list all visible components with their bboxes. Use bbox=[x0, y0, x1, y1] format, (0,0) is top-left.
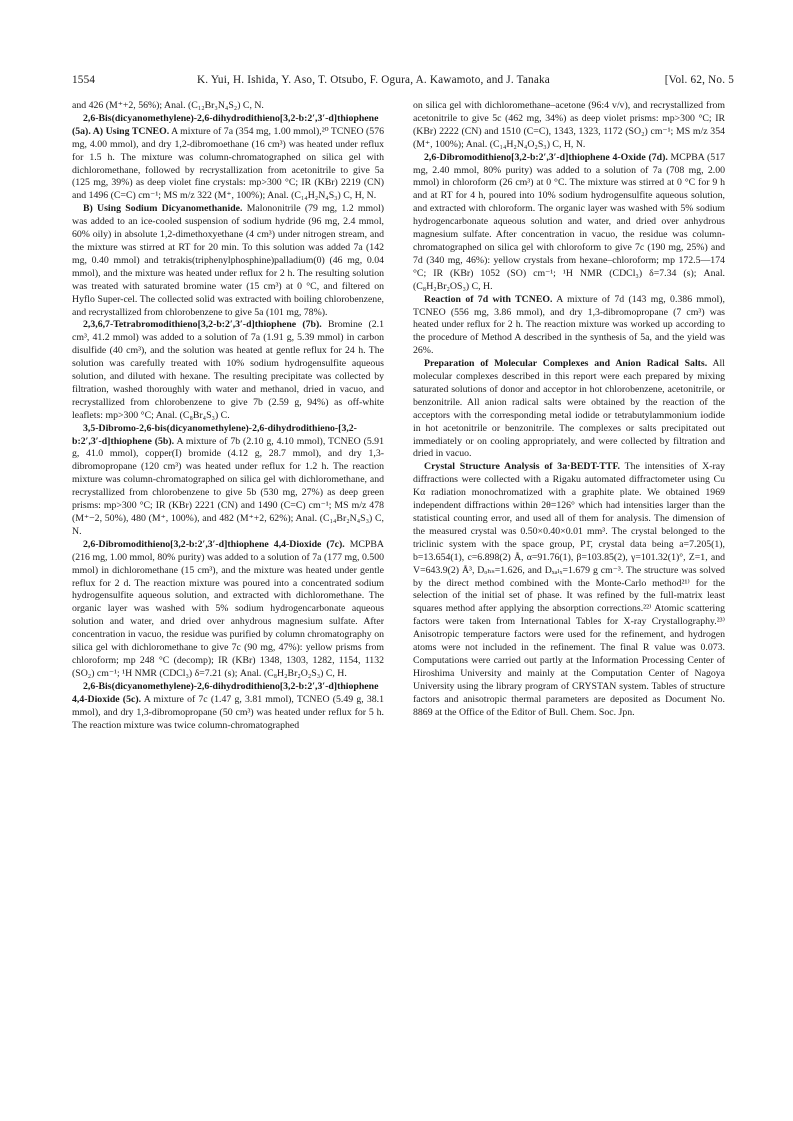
paragraph bbox=[413, 294, 725, 359]
header-volume: [Vol. 62, No. 5 bbox=[664, 74, 734, 86]
paragraph bbox=[72, 423, 384, 539]
paragraph bbox=[413, 100, 725, 152]
section-heading: 2,6-Bis(dicyanomethylene)-2,6-dihydrodithieno[3,2-b:2′,3′-d]thiophene 4,4-Dioxide (5c). bbox=[72, 680, 379, 705]
paragraph bbox=[72, 100, 384, 113]
section-heading: 2,6-Dibromodithieno[3,2-b:2′,3′-d]thiophene 4,4-Dioxide (7c). bbox=[83, 538, 345, 550]
page-number: 1554 bbox=[72, 74, 96, 86]
section-heading: Preparation of Molecular Complexes and Anion Radical Salts. bbox=[424, 358, 708, 370]
left-column bbox=[72, 100, 384, 732]
paragraph bbox=[413, 152, 725, 294]
section-heading: 2,6-Bis(dicyanomethylene)-2,6-dihydrodithieno[3,2-b:2′,3′-d]thiophene (5a). A) Using TCNEO. bbox=[72, 112, 379, 137]
section-heading: Reaction of 7d with TCNEO. bbox=[424, 293, 553, 305]
paragraph-text: MCPBA (216 mg, 1.00 mmol, 80% purity) was added to a solution of 7a (177 mg, 0.500 mmol) in dichloromethane (15 cm³), and the mixture was heated under gentle reflux for 2 d. The reaction mixture was poured into a concentrated sodium hydrogensulfite aqueous solution, and extracted with dichloromethane. The organic layer was washed with 5% sodium hydrogencarbonate aqueous solution and water, and dried over anhydrous magnesium sulfate. After concentration in vacuo, the residue was purified by column chromatography on silica gel with dichloromethane to give 7c (90 mg, 47%): yellow prisms from chloroform; mp 248 °C (decomp); IR (KBr) 1348, 1303, 1282, 1154, 1132 (SO₂) cm⁻¹; ¹H NMR (CDCl₃) δ=7.21 (s); Anal. (C₈H₂Br₂O₂S₃) C, H. bbox=[72, 538, 384, 679]
section-heading: 3,5-Dibromo-2,6-bis(dicyanomethylene)-2,6-dihydrodithieno-[3,2-b:2′,3′-d]thiophene (5b). bbox=[72, 422, 357, 447]
paragraph-text: and 426 (M⁺+2, 56%); Anal. (C₁₂Br₃N₄S₂) C, N. bbox=[72, 100, 264, 111]
paragraph bbox=[72, 681, 384, 733]
section-heading: 2,6-Dibromodithieno[3,2-b:2′,3′-d]thiophene 4-Oxide (7d). bbox=[424, 151, 668, 163]
paragraph-text: Malononitrile (79 mg, 1.2 mmol) was added to an ice-cooled suspension of sodium hydride (96 mg, 2.4 mmol, 60% oily) in absolute 1,2-dimethoxyethane (4 cm³) under nitrogen stream, and the mixture was stirred at RT for 20 min. To this solution was added 7a (142 mg, 0.40 mmol) and tetrakis(triphenylphosphine)palladium(0) (46 mg, 0.04 mmol), and the mixture was heated under reflux for 2 h. The resulting solution was treated with saturated bromine water (15 cm³) at 0 °C, and filtered on Hyflo Super-cel. The collected solid was extracted with boiling chlorobenzene, and recrystallized from chlorobenzene to give 5a (101 mg, 78%). bbox=[72, 203, 384, 318]
paragraph-text: on silica gel with dichloromethane–acetone (96:4 v/v), and recrystallized from acetonitrile to give 5c (462 mg, 34%) as deep violet prisms: mp>300 °C; IR (KBr) 2222 (CN) and 1510 (C=C), 1343, 1323, 1172 (SO₂) cm⁻¹; MS m/z 354 (M⁺, 100%); Anal. (C₁₄H₂N₄O₂S₃) C, H, N. bbox=[413, 100, 725, 150]
paragraph bbox=[413, 461, 725, 719]
paragraph-text: A mixture of 7d (143 mg, 0.386 mmol), TCNEO (556 mg, 3.86 mmol), and dry 1,3-dibromopropane (7 cm³) was heated under reflux for 2 h. The reaction mixture was worked up according to the procedure of Method A described in the synthesis of 5a, and the yield was 26%. bbox=[413, 293, 725, 357]
paragraph bbox=[72, 203, 384, 319]
header-authors: K. Yui, H. Ishida, Y. Aso, T. Otsubo, F. Ogura, A. Kawamoto, and J. Tanaka bbox=[197, 74, 550, 86]
section-heading: 2,3,6,7-Tetrabromodithieno[3,2-b:2′,3′-d]thiophene (7b). bbox=[83, 319, 322, 331]
paragraph-text: A mixture of 7c (1.47 g, 3.81 mmol), TCNEO (5.49 g, 38.1 mmol), and dry 1,3-dibromopropane (50 cm³) was heated under reflux for 5 h. The reaction mixture was twice column-chromatographed bbox=[72, 693, 384, 731]
running-header bbox=[72, 74, 734, 90]
paragraph-text: A mixture of 7b (2.10 g, 4.10 mmol), TCNEO (5.91 g, 41.0 mmol), copper(I) bromide (4.12 g, 28.7 mmol), and dry 1,3-dibromopropane (120 cm³) was heated under reflux for 1.2 h. The reaction mixture was column-chromatographed on silica gel with dichloromethane, and recrystallized from chlorobenzene to give 5b (530 mg, 27%) as deep green prisms: mp>300 °C; IR (KBr) 2221 (CN) and 1490 (C=C) cm⁻¹; MS m/z 478 (M⁺−2, 50%), 480 (M⁺, 100%), and 482 (M⁺+2, 62%); Anal. (C₁₄Br₂N₄S₃) C, N. bbox=[72, 435, 384, 537]
section-heading: Crystal Structure Analysis of 3a·BEDT-TTF. bbox=[424, 461, 621, 473]
paragraph bbox=[72, 539, 384, 681]
paragraph-text: A mixture of 7a (354 mg, 1.00 mmol),²⁰ TCNEO (576 mg, 4.00 mmol), and dry 1,2-dibromoethane (16 cm³) was heated under reflux for 1.5 h. The mixture was column-chromatographed on silica gel with dichloromethane, followed by recrystallization from acetonitrile to give 5a (125 mg, 39%) as deep violet fine crystals: mp>300 °C; IR (KBr) 2219 (CN) and 1496 (C=C) cm⁻¹; MS m/z 322 (M⁺, 100%); Anal. (C₁₄H₂N₄S₃) C, H, N. bbox=[72, 125, 384, 202]
paragraph bbox=[72, 319, 384, 422]
paragraph-text: All molecular complexes described in this report were each prepared by mixing saturated solutions of donor and acceptor in hot chlorobenzene, acetonitrile, or benzonitrile. All anion radical salts were obtained by the reaction of the acceptors with the corresponding metal iodide or tetrabutylammonium iodide in hot acetonitrile or benzonitrile. The complexes or salts precipitated out immediately or on cooling appropriately, and were collected by filtration and dried in vacuo. bbox=[413, 358, 725, 460]
paragraph-text: Bromine (2.1 cm³, 41.2 mmol) was added to a solution of 7a (1.91 g, 5.39 mmol) in carbon disulfide (40 cm³), and the solution was heated at gentle reflux for 24 h. The solution was carefully treated with 10% sodium hydrogensulfite aqueous solution, and diluted with hexane. The resulting precipitate was collected by filtration, washed thoroughly with water and methanol, dried in vacuo, and recrystallized from chlorobenzene to give 7b (2.59 g, 94%) as off-white leaflets: mp>300 °C; Anal. (C₈Br₄S₃) C. bbox=[72, 319, 384, 421]
paragraph bbox=[413, 358, 725, 461]
section-heading: B) Using Sodium Dicyanomethanide. bbox=[83, 203, 243, 215]
paragraph-text: MCPBA (517 mg, 2.40 mmol, 80% purity) was added to a solution of 7a (708 mg, 2.00 mmol) in chloroform (26 cm³) at 0 °C. The mixture was stirred at 0 °C for 9 h and at RT for 4 h, poured into 10% sodium hydrogensulfite aqueous solution, and extracted with chloroform. The organic layer was washed with 5% sodium hydrogencarbonate aqueous solution and water, and dried over anhydrous magnesium sulfate. After concentration in vacuo, the residue was column-chromatographed on silica gel with chloroform to give 7c (190 mg, 25%) and 7d (340 mg, 46%): yellow crystals from hexane–chloroform; mp 172.5—174 °C; IR (KBr) 1052 (SO) cm⁻¹; ¹H NMR (CDCl₃) δ=7.34 (s); Anal. (C₈H₂Br₂OS₃) C, H. bbox=[413, 151, 725, 292]
paragraph-text: The intensities of X-ray diffractions were collected with a Rigaku automated diffractometer using Cu Kα radiation monochromatized with a graphite plate. We obtained 1969 independent diffractions within 2θ=126° which had intensities larger than the statistical counting error, and used all of them for analysis. The dimension of the measured crystal was 0.50×0.40×0.01 mm³. The crystal belonged to the triclinic system with the space group, P1̄, crystal data being a=7.205(1), b=13.654(1), c=6.898(2) Å, α=91.76(1), β=103.85(2), γ=101.32(1)°, Z=1, and V=643.9(2) Å³, Dₒₕₛ=1.626, and Dₓₐₗₓ=1.679 g cm⁻³. The structure was solved by the direct method combined with the Monte-Carlo method²¹⁾ for the selection of the initial set of phase. It was refined by the full-matrix least squares method after applying the absorption corrections.²²⁾ Atomic scattering factors were taken from International Tables for X-ray Crystallography.²³⁾ Anisotropic temperature factors were used for the refinement, and hydrogen atoms were not included in the refinement. The final R value was 0.073. Computations were carried out partly at the Information Processing Center of Hiroshima University and mainly at the Computation Center of Nagoya University using the library program of CRYSTAN system. Tables of structure factors and anisotropic thermal parameters are deposited as Document No. 8869 at the Office of the Editor of Bull. Chem. Soc. Jpn. bbox=[413, 461, 725, 718]
paragraph bbox=[72, 113, 384, 203]
right-column bbox=[413, 100, 725, 720]
